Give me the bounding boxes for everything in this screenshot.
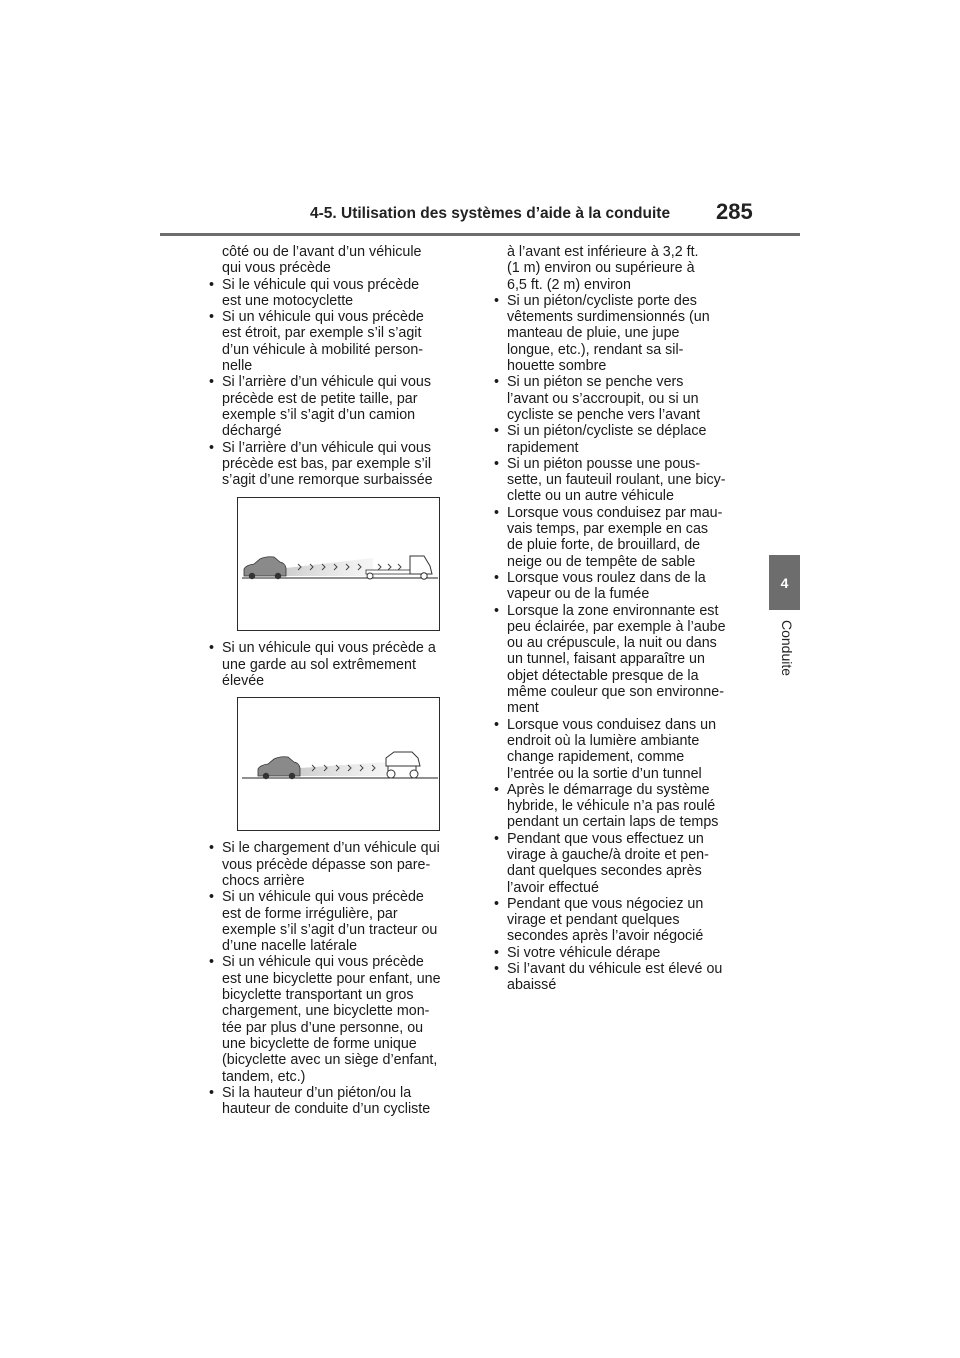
page-number: 285	[716, 199, 753, 224]
list-item: • Si l’arrière d’un véhicule qui vous précède est de petite taille, par exemple s’il s’agit d’un camion déchargé	[207, 374, 469, 439]
list-item: • Si un véhicule qui vous précède est de forme irrégulière, par exemple s’il s’agit d’un tracteur ou d’une nacelle latérale	[207, 889, 469, 954]
right-column	[492, 244, 754, 994]
low-trailer-figure	[237, 497, 440, 631]
continued-text: à l’avant est inférieure à 3,2 ft. (1 m) environ ou supérieure à 6,5 ft. (2 m) environ	[507, 244, 699, 293]
list-item: • Si un piéton/cycliste se déplace rapidement	[492, 423, 754, 456]
car-following-high-clearance-vehicle-illustration	[238, 698, 438, 829]
list-item: • Lorsque vous conduisez dans un endroit où la lumière ambiante change rapidement, comme l’entrée ou la sortie d’un tunnel	[492, 717, 754, 782]
list-item: • Après le démarrage du système hybride, le véhicule n’a pas roulé pendant un certain laps de temps	[492, 782, 754, 831]
chapter-label: Conduite	[779, 620, 795, 677]
header-rule	[160, 233, 800, 236]
list-item: • Si un piéton/cycliste porte des vêtements surdimensionnés (un manteau de pluie, une jupe longue, etc.), rendant sa sil- houette sombre	[492, 293, 754, 374]
list-item: • Si un piéton pousse une pous- sette, un fauteuil roulant, une bicy- clette ou un autre véhicule	[492, 456, 754, 505]
list-item: • Lorsque la zone environnante est peu éclairée, par exemple à l’aube ou au crépuscule, la nuit ou dans un tunnel, faisant apparaître un objet détectable presque de la même couleur que son environne- ment	[492, 603, 754, 717]
list-item: • Si l’arrière d’un véhicule qui vous précède est bas, par exemple s’il s’agit d’une remorque surbaissée	[207, 440, 469, 489]
list-item: • Pendant que vous négociez un virage et pendant quelques secondes après l’avoir négocié	[492, 896, 754, 945]
left-column	[207, 244, 469, 1117]
section-header-title: 4-5. Utilisation des systèmes d’aide à la conduite	[310, 205, 671, 222]
high-clearance-figure	[237, 697, 440, 831]
list-item: • Si votre véhicule dérape	[492, 945, 754, 961]
list-item: • Si le chargement d’un véhicule qui vous précède dépasse son pare- chocs arrière	[207, 840, 469, 889]
list-item: • Si un piéton se penche vers l’avant ou s’accroupit, ou si un cycliste se penche vers l’avant	[492, 374, 754, 423]
car-following-low-trailer-illustration	[238, 498, 438, 629]
list-item: • Si la hauteur d’un piéton/ou la hauteur de conduite d’un cycliste	[207, 1085, 469, 1118]
list-item: • Lorsque vous conduisez par mau- vais temps, par exemple en cas de pluie forte, de brouillard, de neige ou de tempête de sable	[492, 505, 754, 570]
list-item: • Si un véhicule qui vous précède a une garde au sol extrêmement élevée	[207, 640, 469, 689]
list-item: • Si le véhicule qui vous précède est une motocyclette	[207, 277, 469, 310]
list-item: • Si un véhicule qui vous précède est une bicyclette pour enfant, une bicyclette transportant un gros chargement, une bicyclette mon- tée par plus d’une personne, ou une bicyclette de forme unique (bicyclette avec un siège d’enfant, tandem, etc.)	[207, 954, 469, 1084]
list-item: • Lorsque vous roulez dans de la vapeur ou de la fumée	[492, 570, 754, 603]
list-item: • Si un véhicule qui vous précède est étroit, par exemple s’il s’agit d’un véhicule à mobilité person- nelle	[207, 309, 469, 374]
chapter-tab: 4	[769, 555, 800, 610]
list-item: • Si l’avant du véhicule est élevé ou abaissé	[492, 961, 754, 994]
list-item: • Pendant que vous effectuez un virage à gauche/à droite et pen- dant quelques secondes après l’avoir effectué	[492, 831, 754, 896]
continued-text: côté ou de l’avant d’un véhicule qui vous précède	[222, 244, 422, 277]
